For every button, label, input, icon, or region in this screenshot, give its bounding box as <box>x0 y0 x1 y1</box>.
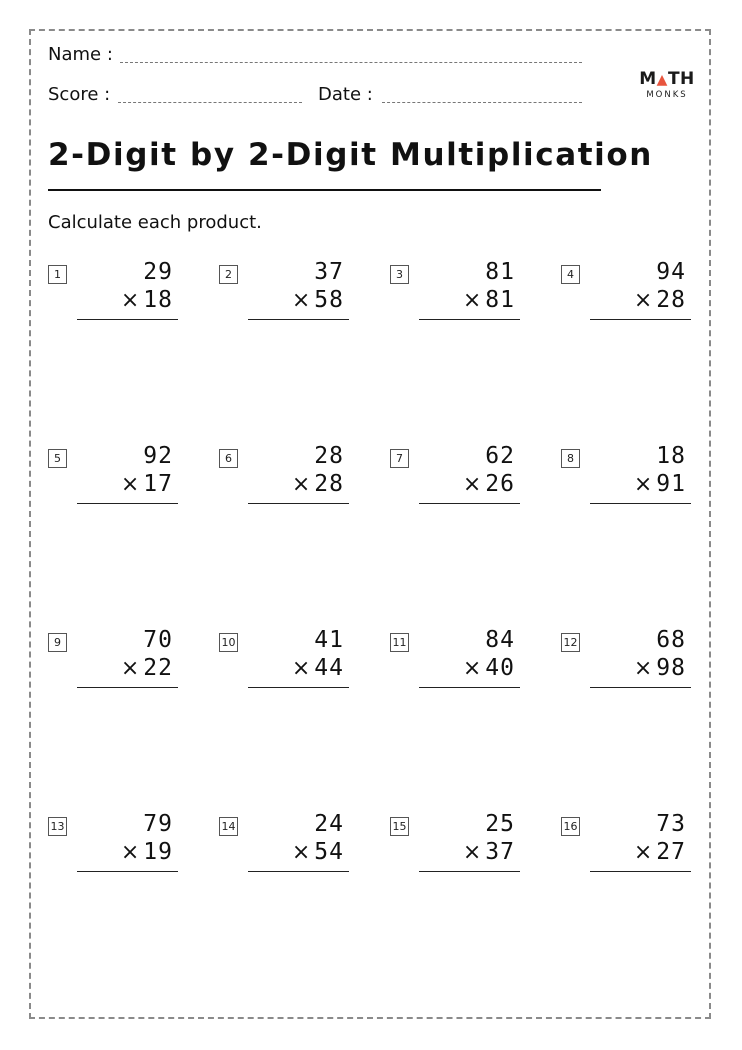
name-field[interactable] <box>120 62 582 63</box>
multiplicand: 70 <box>143 627 173 653</box>
multiplicand: 81 <box>485 259 515 285</box>
problem-10 <box>219 627 349 703</box>
multiplier: 81 <box>485 287 515 313</box>
problem-number: 6 <box>219 449 238 468</box>
multiplier: 26 <box>485 471 515 497</box>
problem-number: 2 <box>219 265 238 284</box>
score-label: Score : <box>48 84 111 105</box>
problem-5 <box>48 443 178 519</box>
multiplicand: 28 <box>314 443 344 469</box>
problem-number: 1 <box>48 265 67 284</box>
multiplier-row <box>292 837 344 868</box>
multiplicand: 25 <box>485 811 515 837</box>
instructions: Calculate each product. <box>48 212 262 233</box>
multiplicand: 68 <box>656 627 686 653</box>
multiplier-row <box>121 469 173 500</box>
problem-11 <box>390 627 520 703</box>
logo-subtitle: MONKS <box>646 90 688 100</box>
answer-line[interactable] <box>590 871 691 872</box>
problem-number: 3 <box>390 265 409 284</box>
multiply-icon: × <box>120 472 141 497</box>
problem-number: 16 <box>561 817 580 836</box>
multiplier-row <box>292 285 344 316</box>
problem-15 <box>390 811 520 887</box>
multiply-icon: × <box>291 472 312 497</box>
problem-number: 14 <box>219 817 238 836</box>
multiply-icon: × <box>462 656 483 681</box>
multiply-icon: × <box>462 288 483 313</box>
answer-line[interactable] <box>419 319 520 320</box>
problem-8 <box>561 443 691 519</box>
multiply-icon: × <box>291 288 312 313</box>
problem-number: 10 <box>219 633 238 652</box>
multiplier-row <box>634 837 686 868</box>
multiplicand: 24 <box>314 811 344 837</box>
multiplier: 58 <box>314 287 344 313</box>
multiply-icon: × <box>291 656 312 681</box>
date-label: Date : <box>318 84 373 105</box>
problem-number: 7 <box>390 449 409 468</box>
multiply-icon: × <box>633 288 654 313</box>
answer-line[interactable] <box>590 319 691 320</box>
answer-line[interactable] <box>77 319 178 320</box>
multiplicand: 62 <box>485 443 515 469</box>
answer-line[interactable] <box>77 871 178 872</box>
triangle-icon: ▲ <box>656 72 668 88</box>
multiplicand: 92 <box>143 443 173 469</box>
multiply-icon: × <box>120 840 141 865</box>
answer-line[interactable] <box>248 503 349 504</box>
multiplier-row <box>463 653 515 684</box>
problem-7 <box>390 443 520 519</box>
answer-line[interactable] <box>419 503 520 504</box>
multiplier-row <box>292 469 344 500</box>
answer-line[interactable] <box>248 687 349 688</box>
answer-line[interactable] <box>77 687 178 688</box>
multiply-icon: × <box>633 472 654 497</box>
answer-line[interactable] <box>248 871 349 872</box>
problem-13 <box>48 811 178 887</box>
problem-4 <box>561 259 691 335</box>
problem-9 <box>48 627 178 703</box>
logo-wordmark: M▲TH <box>639 69 695 89</box>
problem-number: 9 <box>48 633 67 652</box>
multiplier-row <box>463 285 515 316</box>
title-underline <box>48 189 601 191</box>
answer-line[interactable] <box>419 687 520 688</box>
multiplier-row <box>121 653 173 684</box>
date-field[interactable] <box>382 102 582 103</box>
multiply-icon: × <box>633 656 654 681</box>
answer-line[interactable] <box>419 871 520 872</box>
problem-number: 13 <box>48 817 67 836</box>
multiplier: 28 <box>656 287 686 313</box>
math-monks-logo <box>637 70 697 100</box>
multiply-icon: × <box>633 840 654 865</box>
multiplicand: 37 <box>314 259 344 285</box>
problem-number: 8 <box>561 449 580 468</box>
problem-12 <box>561 627 691 703</box>
multiplicand: 73 <box>656 811 686 837</box>
answer-line[interactable] <box>590 687 691 688</box>
answer-line[interactable] <box>590 503 691 504</box>
multiplier-row <box>121 285 173 316</box>
multiplier: 44 <box>314 655 344 681</box>
multiplier: 22 <box>143 655 173 681</box>
multiplier-row <box>634 285 686 316</box>
multiply-icon: × <box>291 840 312 865</box>
multiplicand: 41 <box>314 627 344 653</box>
multiplicand: 29 <box>143 259 173 285</box>
multiplier: 37 <box>485 839 515 865</box>
multiply-icon: × <box>462 472 483 497</box>
problem-number: 4 <box>561 265 580 284</box>
multiplier: 98 <box>656 655 686 681</box>
problem-3 <box>390 259 520 335</box>
multiplicand: 79 <box>143 811 173 837</box>
multiplier: 18 <box>143 287 173 313</box>
problem-16 <box>561 811 691 887</box>
multiplier: 19 <box>143 839 173 865</box>
multiply-icon: × <box>120 656 141 681</box>
problem-2 <box>219 259 349 335</box>
score-field[interactable] <box>118 102 302 103</box>
multiplier-row <box>634 653 686 684</box>
answer-line[interactable] <box>248 319 349 320</box>
problem-6 <box>219 443 349 519</box>
answer-line[interactable] <box>77 503 178 504</box>
multiplier-row <box>634 469 686 500</box>
problem-number: 5 <box>48 449 67 468</box>
multiplier: 54 <box>314 839 344 865</box>
problem-14 <box>219 811 349 887</box>
problem-number: 15 <box>390 817 409 836</box>
problem-number: 12 <box>561 633 580 652</box>
multiplier: 27 <box>656 839 686 865</box>
multiply-icon: × <box>120 288 141 313</box>
multiplier: 28 <box>314 471 344 497</box>
page-title: 2-Digit by 2-Digit Multiplication <box>48 137 653 173</box>
multiplicand: 94 <box>656 259 686 285</box>
problem-number: 11 <box>390 633 409 652</box>
multiplier-row <box>292 653 344 684</box>
multiplicand: 84 <box>485 627 515 653</box>
multiplier-row <box>121 837 173 868</box>
problem-1 <box>48 259 178 335</box>
multiplicand: 18 <box>656 443 686 469</box>
multiplier-row <box>463 837 515 868</box>
multiply-icon: × <box>462 840 483 865</box>
name-label: Name : <box>48 44 113 65</box>
multiplier: 40 <box>485 655 515 681</box>
multiplier-row <box>463 469 515 500</box>
multiplier: 91 <box>656 471 686 497</box>
multiplier: 17 <box>143 471 173 497</box>
